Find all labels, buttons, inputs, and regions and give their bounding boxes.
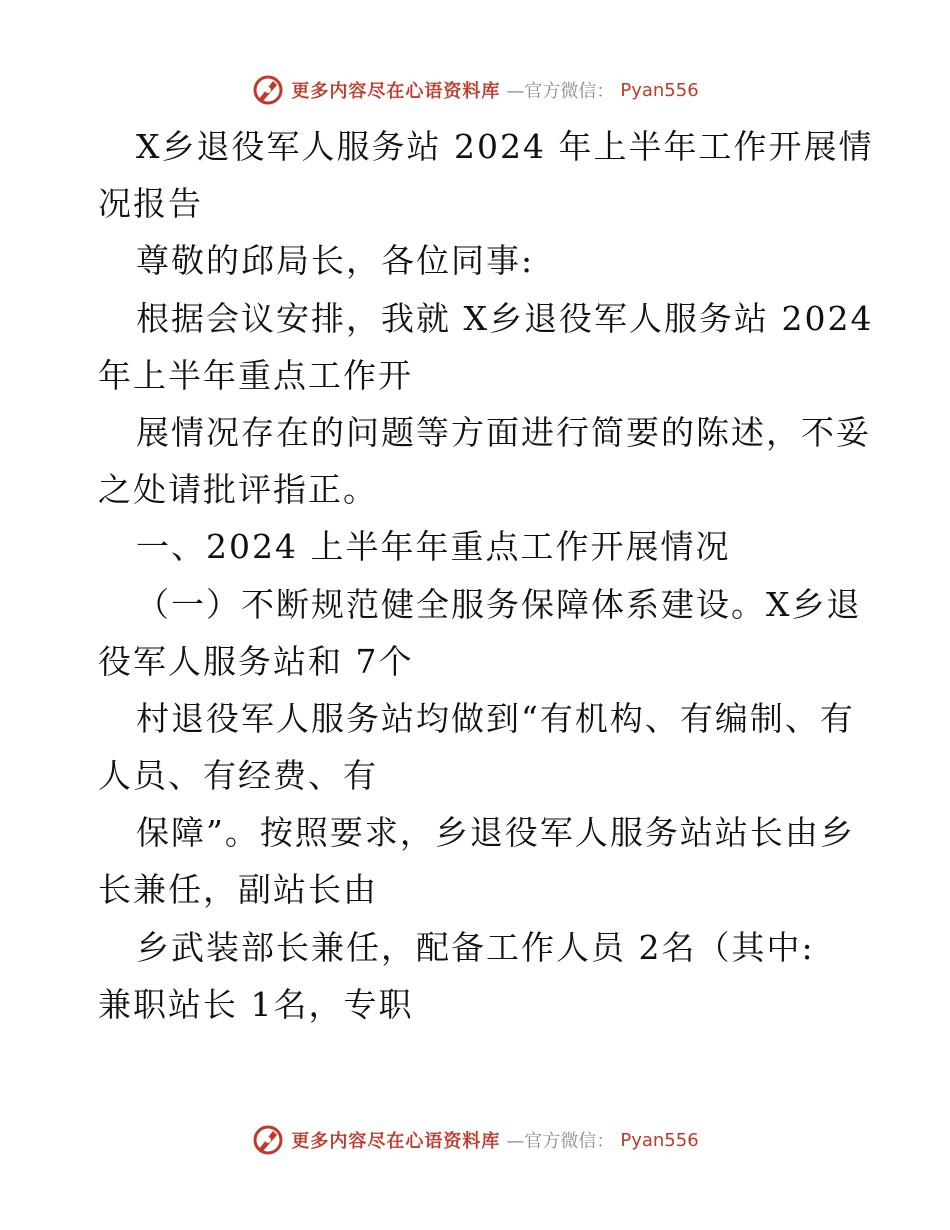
salutation: 尊敬的邱局长，各位同事: bbox=[136, 241, 535, 281]
paragraph-line: 长兼任，副站长由 bbox=[98, 870, 378, 910]
watermark-wechat-id: Pyan556 bbox=[620, 1129, 699, 1151]
header-watermark bbox=[0, 68, 950, 112]
paragraph-line: 兼职站长 1名，专职 bbox=[98, 984, 414, 1024]
paragraph-line: （一）不断规范健全服务保障体系建设。X乡退 bbox=[136, 584, 862, 624]
paragraph-line: 展情况存在的问题等方面进行简要的陈述，不妥 bbox=[136, 412, 871, 452]
paragraph-line: 人员、有经费、有 bbox=[98, 756, 378, 796]
paragraph-line: 之处请批评指正。 bbox=[98, 470, 378, 510]
paragraph-line: 役军人服务站和 7个 bbox=[98, 641, 414, 681]
title-line-1: X乡退役军人服务站 2024 年上半年工作开展情 bbox=[136, 127, 874, 166]
watermark-wechat-label: —官方微信： bbox=[506, 81, 615, 102]
footer-watermark bbox=[0, 1118, 950, 1162]
document-body bbox=[98, 118, 874, 1033]
section-heading: 一、2024 上半年年重点工作开展情况 bbox=[136, 527, 731, 567]
watermark-brand-text: 更多内容尽在心语资料库 bbox=[291, 81, 501, 102]
watermark-brand-text: 更多内容尽在心语资料库 bbox=[291, 1131, 501, 1152]
paragraph-line: 乡武装部长兼任，配备工作人员 2名（其中: bbox=[136, 927, 815, 967]
watermark-logo-icon bbox=[251, 1123, 285, 1157]
watermark-wechat-id: Pyan556 bbox=[620, 79, 699, 101]
title-line-2: 况报告 bbox=[98, 184, 203, 224]
watermark-logo-icon bbox=[251, 73, 285, 107]
paragraph-line: 村退役军人服务站均做到“有机构、有编制、有 bbox=[136, 698, 855, 738]
watermark-wechat-label: —官方微信： bbox=[506, 1131, 615, 1152]
paragraph-line: 根据会议安排，我就 X乡退役军人服务站 2024 bbox=[136, 298, 874, 338]
paragraph-line: 年上半年重点工作开 bbox=[98, 355, 413, 395]
paragraph-line: 保障”。按照要求，乡退役军人服务站站长由乡 bbox=[136, 813, 855, 853]
